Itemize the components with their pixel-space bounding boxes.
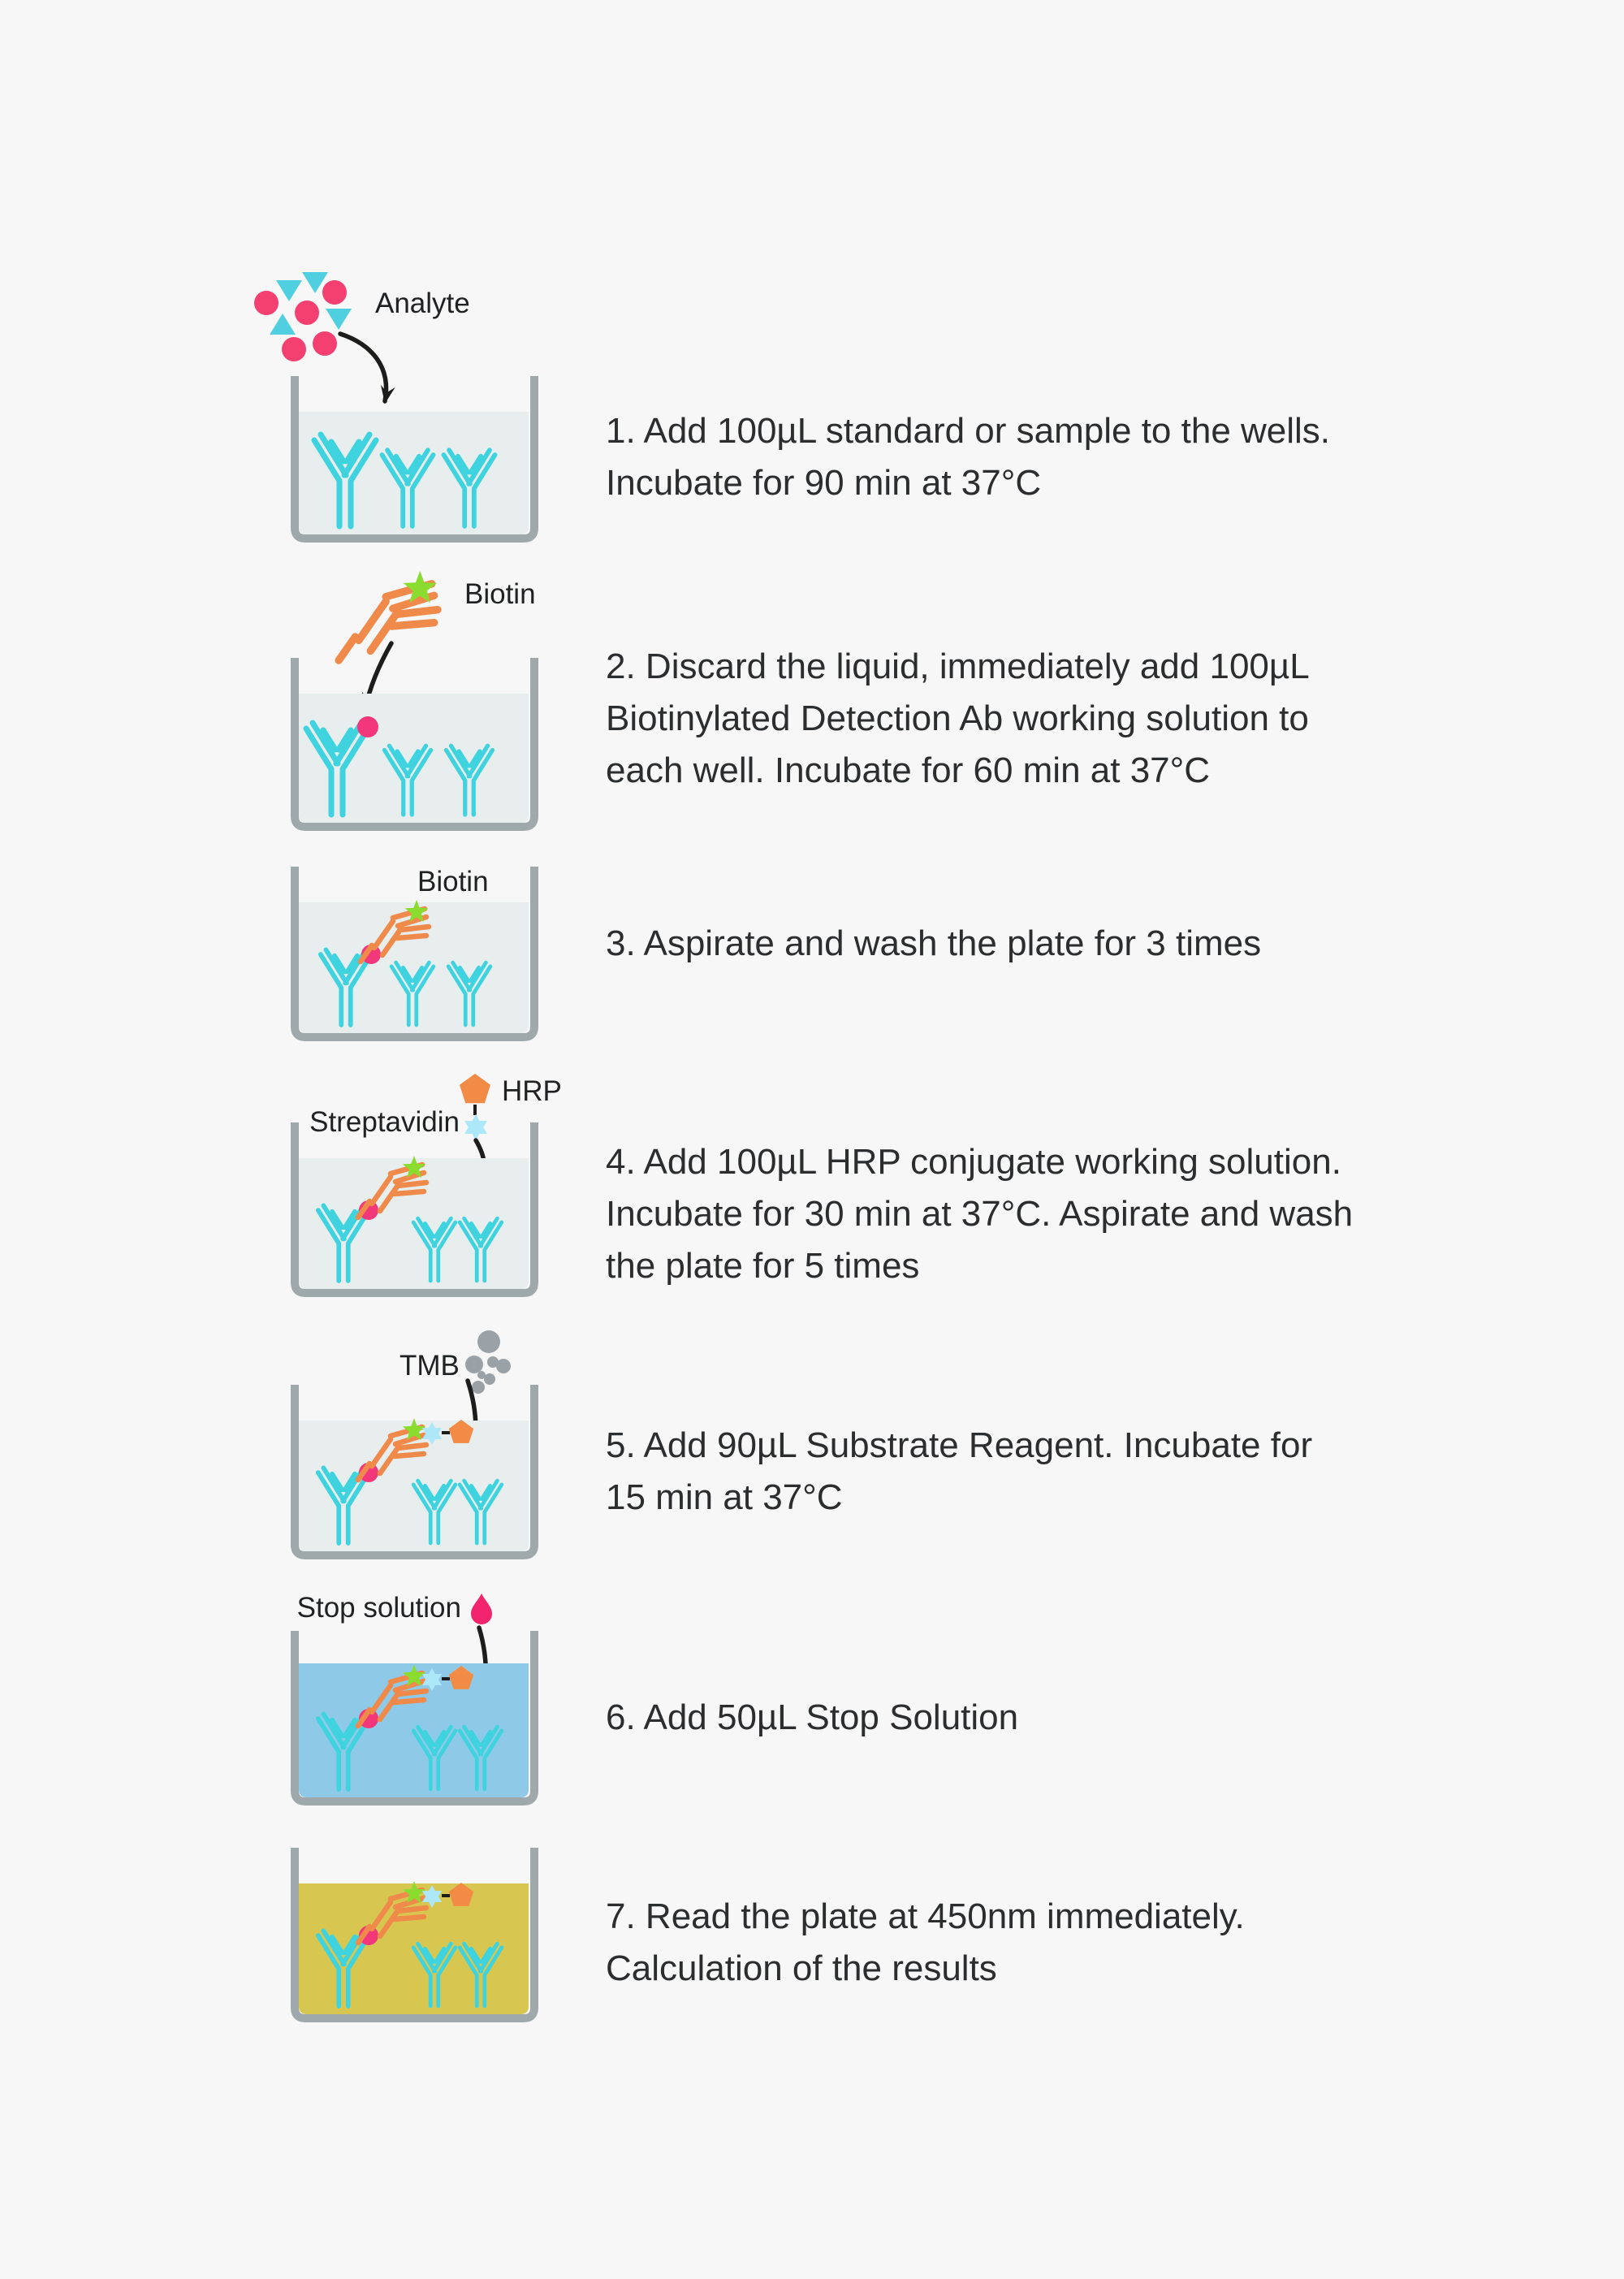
instruction-line: 2. Discard the liquid, immediately add 100µL [606, 647, 1310, 686]
streptavidin-label: Streptavidin [309, 1106, 460, 1138]
instruction-line: 1. Add 100µL standard or sample to the wells. [606, 411, 1331, 451]
analyte-label: Analyte [375, 288, 470, 319]
step7-diagram [295, 1848, 534, 2018]
biotin-label: Biotin [464, 578, 536, 610]
step5-instruction [606, 1420, 1312, 1524]
hrp-label: HRP [502, 1075, 562, 1107]
step6-instruction [606, 1692, 1018, 1744]
stop-solution-drop-icon [471, 1594, 492, 1624]
instruction-line: Calculation of the results [606, 1948, 997, 1988]
step1-instruction [606, 405, 1330, 509]
biotin-label: Biotin [417, 866, 489, 897]
instruction-line: 6. Add 50µL Stop Solution [606, 1697, 1019, 1737]
step6-diagram [295, 1594, 534, 1801]
streptavidin-icon [464, 1114, 487, 1140]
step4-instruction [606, 1136, 1353, 1292]
instruction-line: Incubate for 90 min at 37°C [606, 463, 1042, 503]
step7-instruction [606, 1891, 1245, 1995]
step3-instruction [606, 918, 1261, 970]
analyte-cluster-icon [254, 272, 352, 361]
instruction-line: 15 min at 37°C [606, 1477, 843, 1517]
instruction-line: 5. Add 90µL Substrate Reagent. Incubate for [606, 1425, 1313, 1465]
instruction-line: 4. Add 100µL HRP conjugate working solution. [606, 1142, 1341, 1182]
bound-analyte-icon [357, 716, 378, 737]
tmb-label: TMB [400, 1350, 460, 1382]
instruction-line: each well. Incubate for 60 min at 37°C [606, 750, 1211, 790]
step2-instruction [606, 641, 1310, 797]
step3-diagram [295, 867, 534, 1037]
instruction-line: 3. Aspirate and wash the plate for 3 times [606, 923, 1262, 963]
instruction-line: Incubate for 30 min at 37°C. Aspirate and wash [606, 1194, 1354, 1234]
hrp-pentagon-icon [460, 1074, 490, 1103]
tmb-substrate-dots-icon [465, 1330, 511, 1394]
stop-solution-label: Stop solution [296, 1592, 461, 1624]
instruction-line: Biotinylated Detection Ab working solution to [606, 698, 1309, 738]
instruction-line: 7. Read the plate at 450nm immediately. [606, 1896, 1245, 1936]
instruction-line: the plate for 5 times [606, 1246, 920, 1286]
arrow-into-well-icon [340, 334, 395, 405]
